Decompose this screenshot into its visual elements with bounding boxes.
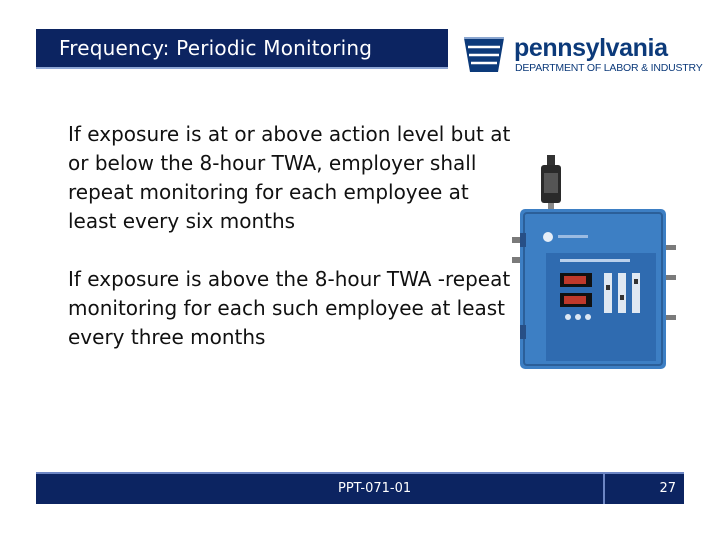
body-paragraph: If exposure is above the 8-hour TWA -repeat monitoring for each such employee at least every three months: [68, 267, 511, 349]
title-bar: [36, 29, 448, 69]
gas-monitor-device-icon: [508, 155, 680, 370]
footer-divider: [603, 472, 605, 504]
body-paragraph: If exposure is at or above action level but at or below the 8-hour TWA, employer shall repeat monitoring for each employee at least every six months: [68, 122, 511, 233]
slide-body: [68, 120, 518, 352]
logo-wordmark: pennsylvania: [514, 34, 668, 62]
footer-code: PPT-071-01: [338, 481, 412, 496]
slide-title: Frequency: Periodic Monitoring: [59, 36, 373, 60]
pa-labor-logo: [454, 28, 703, 78]
keystone-logo-icon: [454, 28, 514, 78]
page-number: 27: [659, 481, 676, 496]
footer-bar: [36, 472, 684, 504]
logo-subtitle: DEPARTMENT OF LABOR & INDUSTRY: [515, 62, 703, 74]
